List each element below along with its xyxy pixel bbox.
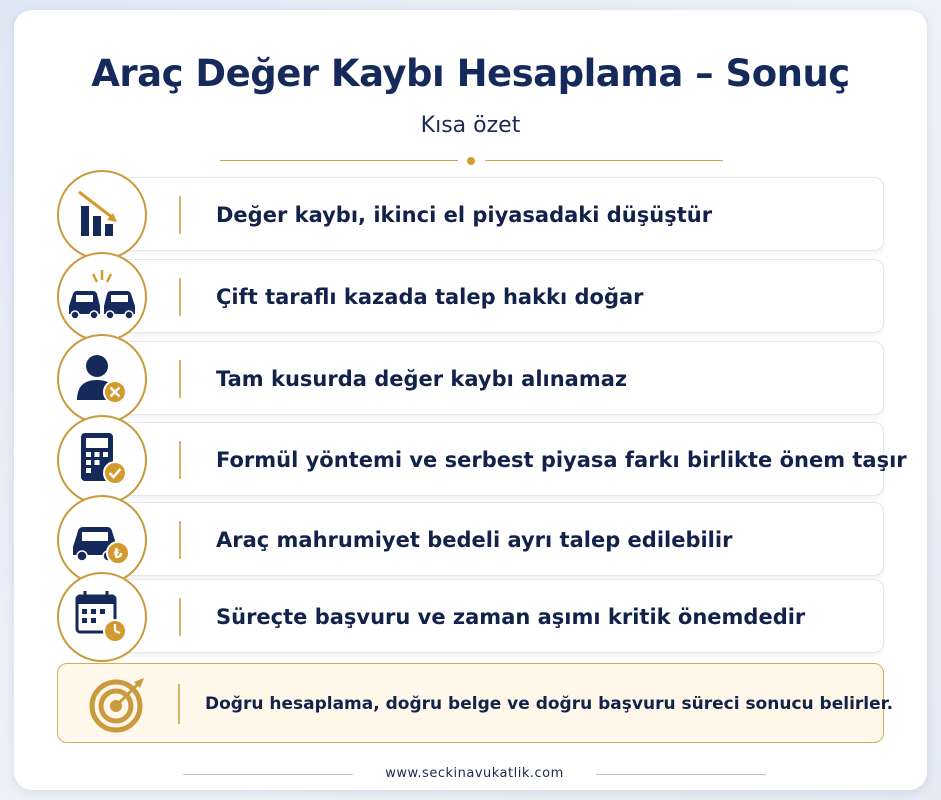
- list-item: [118, 177, 884, 251]
- conclusion-separator: [178, 684, 180, 724]
- row-separator: [179, 521, 181, 559]
- conclusion-box: [57, 663, 894, 743]
- list-item-label: Tam kusurda değer kaybı alınamaz: [216, 367, 628, 391]
- chart-decline-icon: [57, 170, 147, 260]
- list-item: [118, 422, 907, 496]
- list-item-label: Araç mahrumiyet bedeli ayrı talep edilebilir: [216, 528, 733, 552]
- row-separator: [179, 278, 181, 316]
- list-item-label: Çift taraflı kazada talep hakkı doğar: [216, 285, 644, 309]
- list-item-label: Değer kaybı, ikinci el piyasadaki düşüştür: [216, 203, 713, 227]
- list-item: [118, 341, 884, 415]
- row-separator: [179, 360, 181, 398]
- calendar-clock-icon: [57, 572, 147, 662]
- user-denied-icon: [57, 334, 147, 424]
- car-collision-icon: [57, 252, 147, 342]
- row-separator: [179, 441, 181, 479]
- svg-text:₺: ₺: [113, 547, 123, 562]
- footer-website-link[interactable]: www.seckinavukatlik.com: [385, 766, 564, 781]
- row-separator: [179, 598, 181, 636]
- list-item-label: Süreçte başvuru ve zaman aşımı kritik önemdedir: [216, 605, 806, 629]
- page-subtitle: Kısa özet: [420, 113, 521, 138]
- calculator-check-icon: [57, 415, 147, 505]
- page-title: Araç Değer Kaybı Hesaplama – Sonuç: [91, 52, 850, 95]
- target-icon: [86, 672, 150, 740]
- list-item: [118, 579, 884, 653]
- row-separator: [179, 196, 181, 234]
- footer: [183, 766, 766, 786]
- list-item: [118, 259, 884, 333]
- list-item-label: Formül yöntemi ve serbest piyasa farkı birlikte önem taşır: [216, 448, 907, 472]
- list-item: [118, 502, 884, 576]
- conclusion-label: Doğru hesaplama, doğru belge ve doğru başvuru süreci sonucu belirler.: [205, 694, 894, 714]
- title-divider: [220, 157, 723, 165]
